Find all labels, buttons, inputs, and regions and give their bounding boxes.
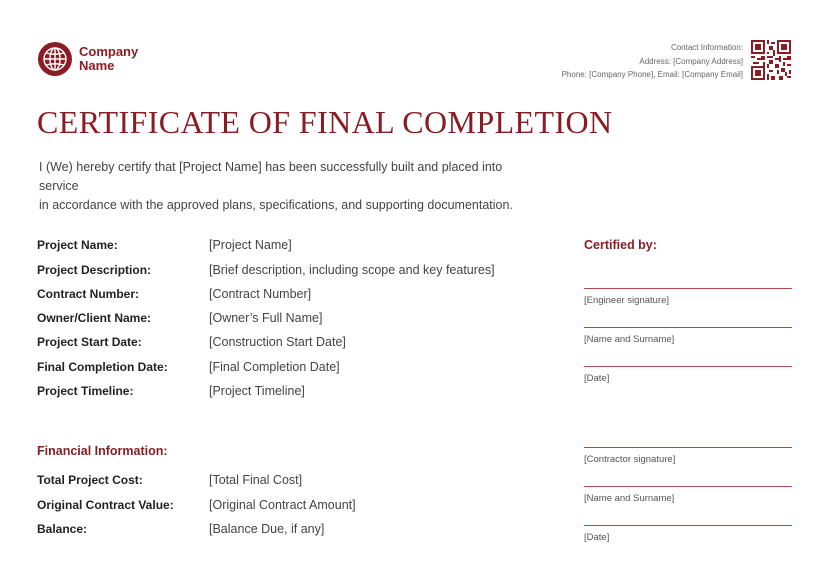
statement-line-2: in accordance with the approved plans, specifications, and supporting documentation. <box>39 198 513 212</box>
project-description-value: [Brief description, including scope and key features] <box>209 263 495 277</box>
original-contract-value-label: Original Contract Value: <box>37 498 174 512</box>
project-start-date-value: [Construction Start Date] <box>209 335 346 349</box>
contractor-signature-line[interactable] <box>584 447 792 448</box>
statement-line-1: I (We) hereby certify that [Project Name] has been successfully built and placed into service <box>39 160 503 193</box>
company-name <box>79 45 138 73</box>
original-contract-value-value: [Original Contract Amount] <box>209 498 356 512</box>
certification-statement <box>39 158 539 215</box>
company-name-line2: Name <box>79 58 115 73</box>
final-completion-date-label: Final Completion Date: <box>37 360 168 374</box>
total-project-cost-label: Total Project Cost: <box>37 473 143 487</box>
contact-info <box>562 41 743 82</box>
total-project-cost-value: [Total Final Cost] <box>209 473 303 487</box>
engineer-date-label: [Date] <box>584 373 610 384</box>
engineer-signature-line[interactable] <box>584 288 792 289</box>
project-timeline-label: Project Timeline: <box>37 384 134 398</box>
company-logo <box>37 41 138 77</box>
contractor-name-line[interactable] <box>584 486 792 487</box>
project-timeline-value: [Project Timeline] <box>209 384 305 398</box>
contractor-name-label: [Name and Surname] <box>584 493 675 504</box>
balance-label: Balance: <box>37 522 88 536</box>
financial-information-heading: Financial Information: <box>37 444 168 458</box>
contact-label: Contact Information: <box>670 43 743 52</box>
contact-phone-email: Phone: [Company Phone], Email: [Company Email] <box>561 70 743 79</box>
balance-value: [Balance Due, if any] <box>209 522 325 536</box>
engineer-name-label: [Name and Surname] <box>584 334 675 345</box>
project-name-value: [Project Name] <box>209 238 292 252</box>
owner-client-name-value: [Owner’s Full Name] <box>209 311 323 325</box>
globe-icon <box>37 41 73 77</box>
contractor-signature-label: [Contractor signature] <box>584 454 676 465</box>
engineer-signature-label: [Engineer signature] <box>584 295 670 306</box>
company-name-line1: Company <box>79 44 139 59</box>
contract-number-label: Contract Number: <box>37 287 140 301</box>
project-description-label: Project Description: <box>37 263 152 277</box>
engineer-date-line[interactable] <box>584 366 792 367</box>
qr-code-icon <box>751 40 791 80</box>
contact-address: Address: [Company Address] <box>639 56 743 66</box>
contractor-date-line[interactable] <box>584 525 792 526</box>
owner-client-name-label: Owner/Client Name: <box>37 311 152 325</box>
certificate-title: CERTIFICATE OF FINAL COMPLETION <box>37 104 613 140</box>
contract-number-value: [Contract Number] <box>209 287 312 301</box>
project-name-label: Project Name: <box>37 238 118 252</box>
project-start-date-label: Project Start Date: <box>37 335 142 349</box>
engineer-name-line[interactable] <box>584 327 792 328</box>
contractor-date-label: [Date] <box>584 532 610 543</box>
certified-by-heading: Certified by: <box>584 238 657 252</box>
final-completion-date-value: [Final Completion Date] <box>209 360 340 374</box>
